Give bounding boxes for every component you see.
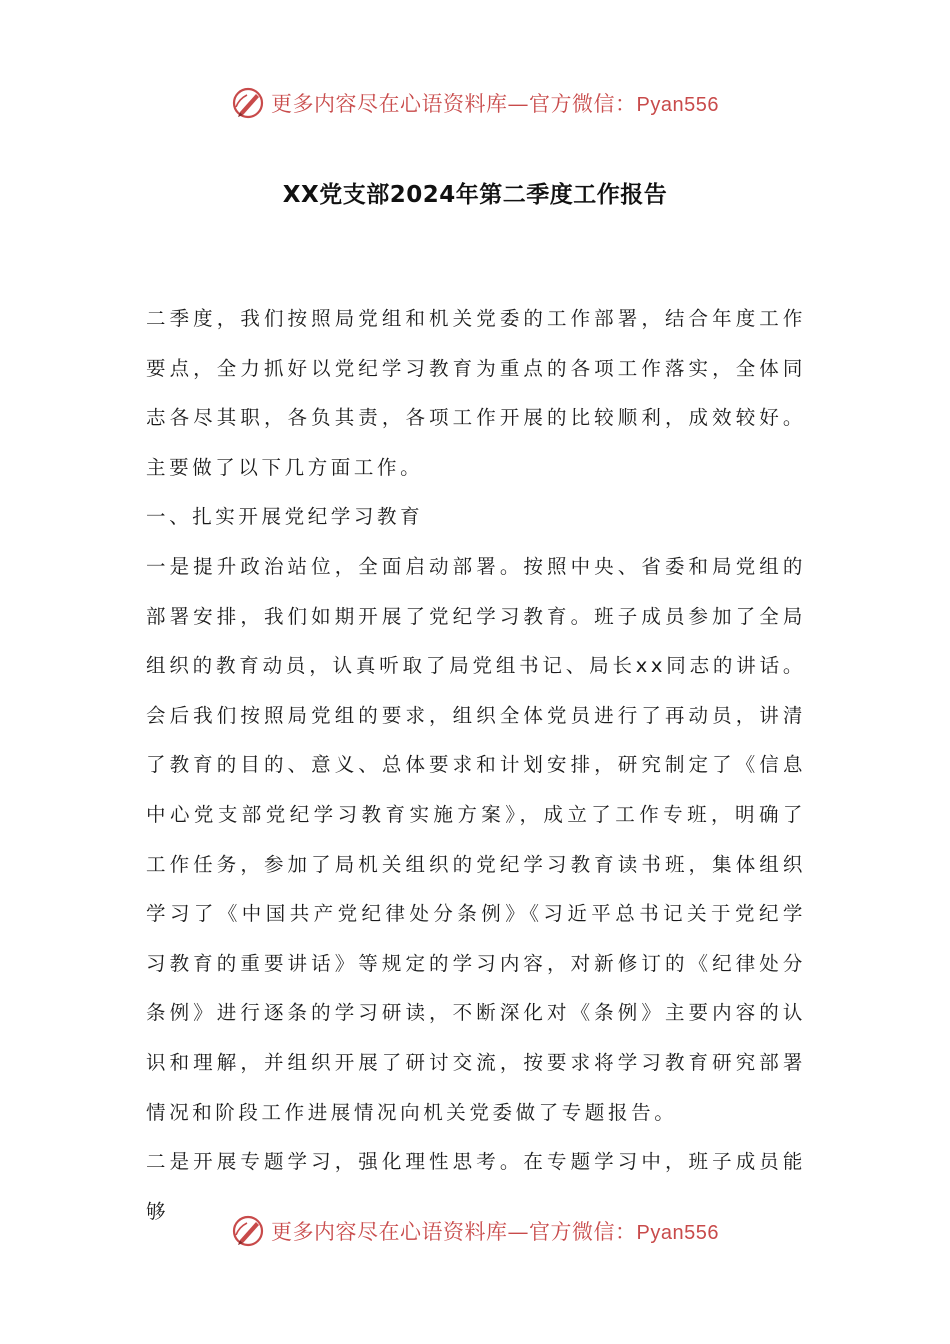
pen-logo-icon	[231, 1213, 267, 1249]
wechat-id: Pyan556	[636, 94, 719, 116]
document-title: XX党支部2024年第二季度工作报告	[282, 182, 668, 208]
paragraph-2: 二是开展专题学习，强化理性思考。在专题学习中，班子成员能够	[146, 1150, 806, 1223]
intro-paragraph: 二季度，我们按照局党组和机关党委的工作部署，结合年度工作要点，全力抓好以党纪学习教育为重点的各项工作落实，全体同志各尽其职，各负其责，各项工作开展的比较顺利，成效较好。主要做了以下几方面工作。	[146, 307, 806, 479]
wechat-id: Pyan556	[636, 1222, 719, 1244]
pen-logo-icon	[231, 85, 267, 121]
paragraph-1: 一是提升政治站位，全面启动部署。按照中央、省委和局党组的部署安排，我们如期开展了党纪学习教育。班子成员参加了全局组织的教育动员，认真听取了局党组书记、局长xx同志的讲话。会后我们按照局党组的要求，组织全体党员进行了再动员，讲清了教育的目的、意义、总体要求和计划安排，研究制定了《信息中心党支部党纪学习教育实施方案》，成立了工作专班，明确了工作任务，参加了局机关组织的党纪学习教育读书班，集体组织学习了《中国共产党纪律处分条例》《习近平总书记关于党纪学习教育的重要讲话》等规定的学习内容，对新修订的《纪律处分条例》进行逐条的学习研读，不断深化对《条例》主要内容的认识和理解，并组织开展了研讨交流，按要求将学习教育研究部署情况和阶段工作进展情况向机关党委做了专题报告。	[146, 554, 806, 1124]
watermark-text: 更多内容尽在心语资料库—官方微信：Pyan556	[271, 92, 719, 116]
watermark-text: 更多内容尽在心语资料库—官方微信：Pyan556	[271, 1220, 719, 1244]
document-body	[146, 294, 806, 1236]
watermark-header	[0, 83, 950, 123]
section-heading: 一、扎实开展党纪学习教育	[146, 505, 424, 529]
watermark-footer	[0, 1211, 950, 1251]
